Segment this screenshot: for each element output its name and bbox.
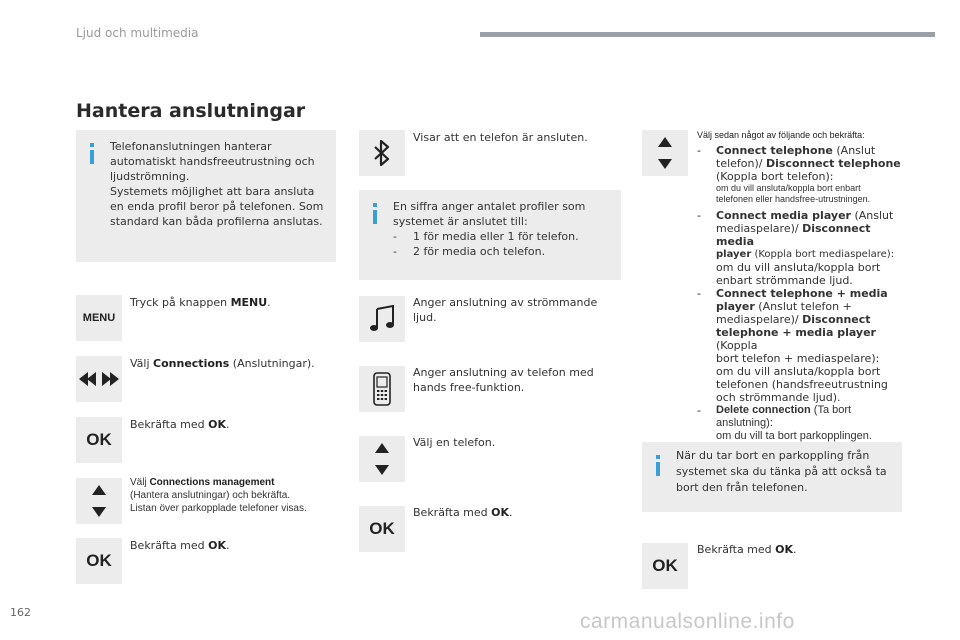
option-connect-media: - Connect media player (Anslut mediaspelare)/ Disconnect media player (Koppla bort mediaspelare): om du vill ansluta/koppla bort enbart strömmande ljud. xyxy=(697,208,895,287)
watermark: carmanualsonline.info xyxy=(580,610,795,633)
option-connect-telephone: - Connect telephone (Anslut telefon)/ Disconnect telephone (Koppla bort telefon): om du vill ansluta/koppla bort enbart telefonen eller handsfree-utrustningen. xyxy=(697,143,901,204)
info-icon xyxy=(90,143,94,147)
up-down-icon xyxy=(76,478,122,524)
streaming-desc: Anger anslutning av strömmande ljud. xyxy=(413,296,598,324)
up-down-arrows-icon xyxy=(375,443,389,475)
section-title: Ljud och multimedia xyxy=(76,26,199,40)
info-box-2 xyxy=(359,190,621,280)
mobile-phone-icon xyxy=(371,372,393,406)
up-down-icon xyxy=(359,436,405,482)
rewind-forward-icon xyxy=(79,372,119,386)
header-bar xyxy=(480,32,935,37)
info-icon-bar xyxy=(373,210,377,224)
info-text-1: Telefonanslutningen hanterar automatiskt handsfreeutrustning och ljudströmning. Systemets möjlighet att bara ansluta en enda profil beror på telefonen. Som standard kan båda profilerna anslutas. xyxy=(110,140,324,228)
info-icon-bar xyxy=(656,462,660,476)
options-intro: Välj sedan något av följande och bekräfta: xyxy=(697,130,865,140)
music-icon-box xyxy=(359,296,405,342)
option-delete-connection: - Delete connection (Ta bort anslutning): om du vill ta bort parkopplingen. xyxy=(697,403,872,442)
ok-button-icon: OK xyxy=(359,506,405,552)
bluetooth-desc: Visar att en telefon är ansluten. xyxy=(413,131,588,144)
up-down-arrows-icon xyxy=(92,485,106,517)
menu-button-icon: MENU xyxy=(76,295,122,341)
ok-button-icon: OK xyxy=(642,543,688,589)
step-connections-management: Välj Connections management (Hantera anslutningar) och bekräfta. Listan över parkopplade telefoner visas. xyxy=(130,477,307,514)
handsfree-desc: Anger anslutning av telefon med hands free-funktion. xyxy=(413,366,594,394)
page-title: Hantera anslutningar xyxy=(76,100,306,122)
info-icon-bar xyxy=(90,150,94,164)
bluetooth-icon xyxy=(374,140,390,166)
info-icon xyxy=(656,455,660,459)
select-phone-text: Välj en telefon. xyxy=(413,436,496,449)
phone-icon-box xyxy=(359,366,405,412)
bluetooth-icon-box xyxy=(359,130,405,176)
step-confirm-3: Bekräfta med OK. xyxy=(413,506,513,519)
info-text-2: En siffra anger antalet profiler som systemet är anslutet till: - 1 för media eller 1 för telefon. - 2 för media och telefon. xyxy=(393,200,586,258)
info-text-3: När du tar bort en parkoppling från systemet ska du tänka på att också ta bort den från telefonen. xyxy=(676,449,887,494)
step-confirm-1: Bekräfta med OK. xyxy=(130,418,230,431)
info-box-3 xyxy=(642,442,902,512)
ok-button-icon: OK xyxy=(76,417,122,463)
prev-next-icon xyxy=(76,356,122,402)
step-confirm-2: Bekräfta med OK. xyxy=(130,539,230,552)
info-box-1 xyxy=(76,130,336,262)
up-down-icon xyxy=(642,130,688,176)
ok-button-icon: OK xyxy=(76,538,122,584)
step-press-menu: Tryck på knappen MENU. xyxy=(130,296,271,309)
step-confirm-4: Bekräfta med OK. xyxy=(697,543,797,556)
option-connect-telephone-media: - Connect telephone + media player (Anslut telefon + mediaspelare)/ Disconnect telephone + media player (Koppla bort telefon + mediaspelare): om du vill ansluta/koppla bort telefonen (handsfreeutrustning och strömmande ljud). xyxy=(697,286,888,404)
step-select-connections: Välj Connections (Anslutningar). xyxy=(130,357,315,370)
page-number: 162 xyxy=(10,606,31,619)
music-note-icon xyxy=(368,305,396,333)
up-down-arrows-icon xyxy=(658,137,672,169)
options-list xyxy=(697,130,909,443)
info-icon xyxy=(373,203,377,207)
